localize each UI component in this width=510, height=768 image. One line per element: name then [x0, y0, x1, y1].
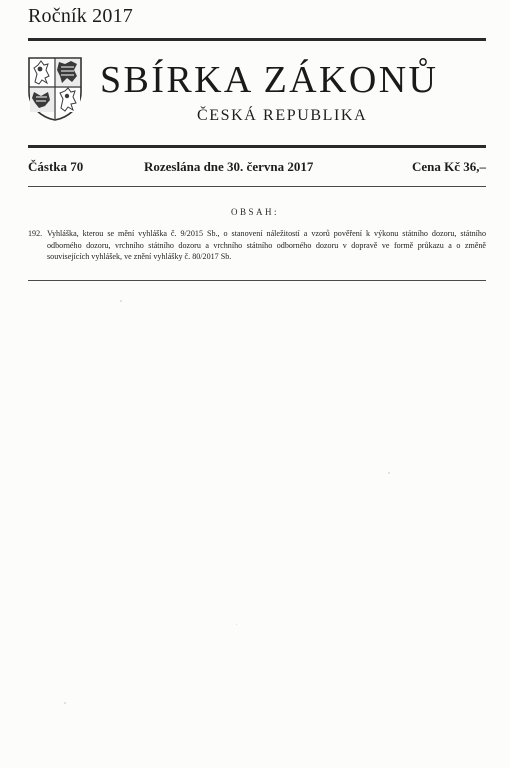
- scan-speck: [388, 472, 390, 474]
- entry-number: 192.: [28, 229, 43, 238]
- volume-label: Ročník 2017: [28, 5, 133, 27]
- issue-distribution-date: Rozeslána dne 30. června 2017: [144, 159, 314, 174]
- masthead-rule: [28, 145, 486, 148]
- contents-heading: OBSAH:: [230, 207, 279, 217]
- masthead-subtitle: ČESKÁ REPUBLIKA: [197, 107, 368, 124]
- contents-rule: [28, 280, 486, 281]
- top-rule: [28, 38, 486, 41]
- issue-rule: [28, 186, 486, 187]
- scan-speck: [236, 624, 237, 625]
- masthead-title: SBÍRKA ZÁKONŮ: [100, 59, 439, 101]
- scan-speck: [120, 300, 122, 302]
- issue-price: Cena Kč 36,–: [411, 159, 486, 174]
- issue-number: Částka 70: [28, 159, 84, 174]
- scan-speck: [64, 702, 66, 704]
- czech-coat-of-arms-icon: [27, 56, 83, 122]
- entry-text: Vyhláška, kterou se mění vyhláška č. 9/2015 Sb., o stanovení náležitostí a vzorů pověření k výkonu státního dozoru, státního odborného dozoru, vrchního státního dozoru a vrchního státního odborného dozoru v dopravě ve formě průkazu a o změně souvisejících vyhlášek, ve znění vyhlášky č. 80/2017 Sb.: [47, 229, 486, 261]
